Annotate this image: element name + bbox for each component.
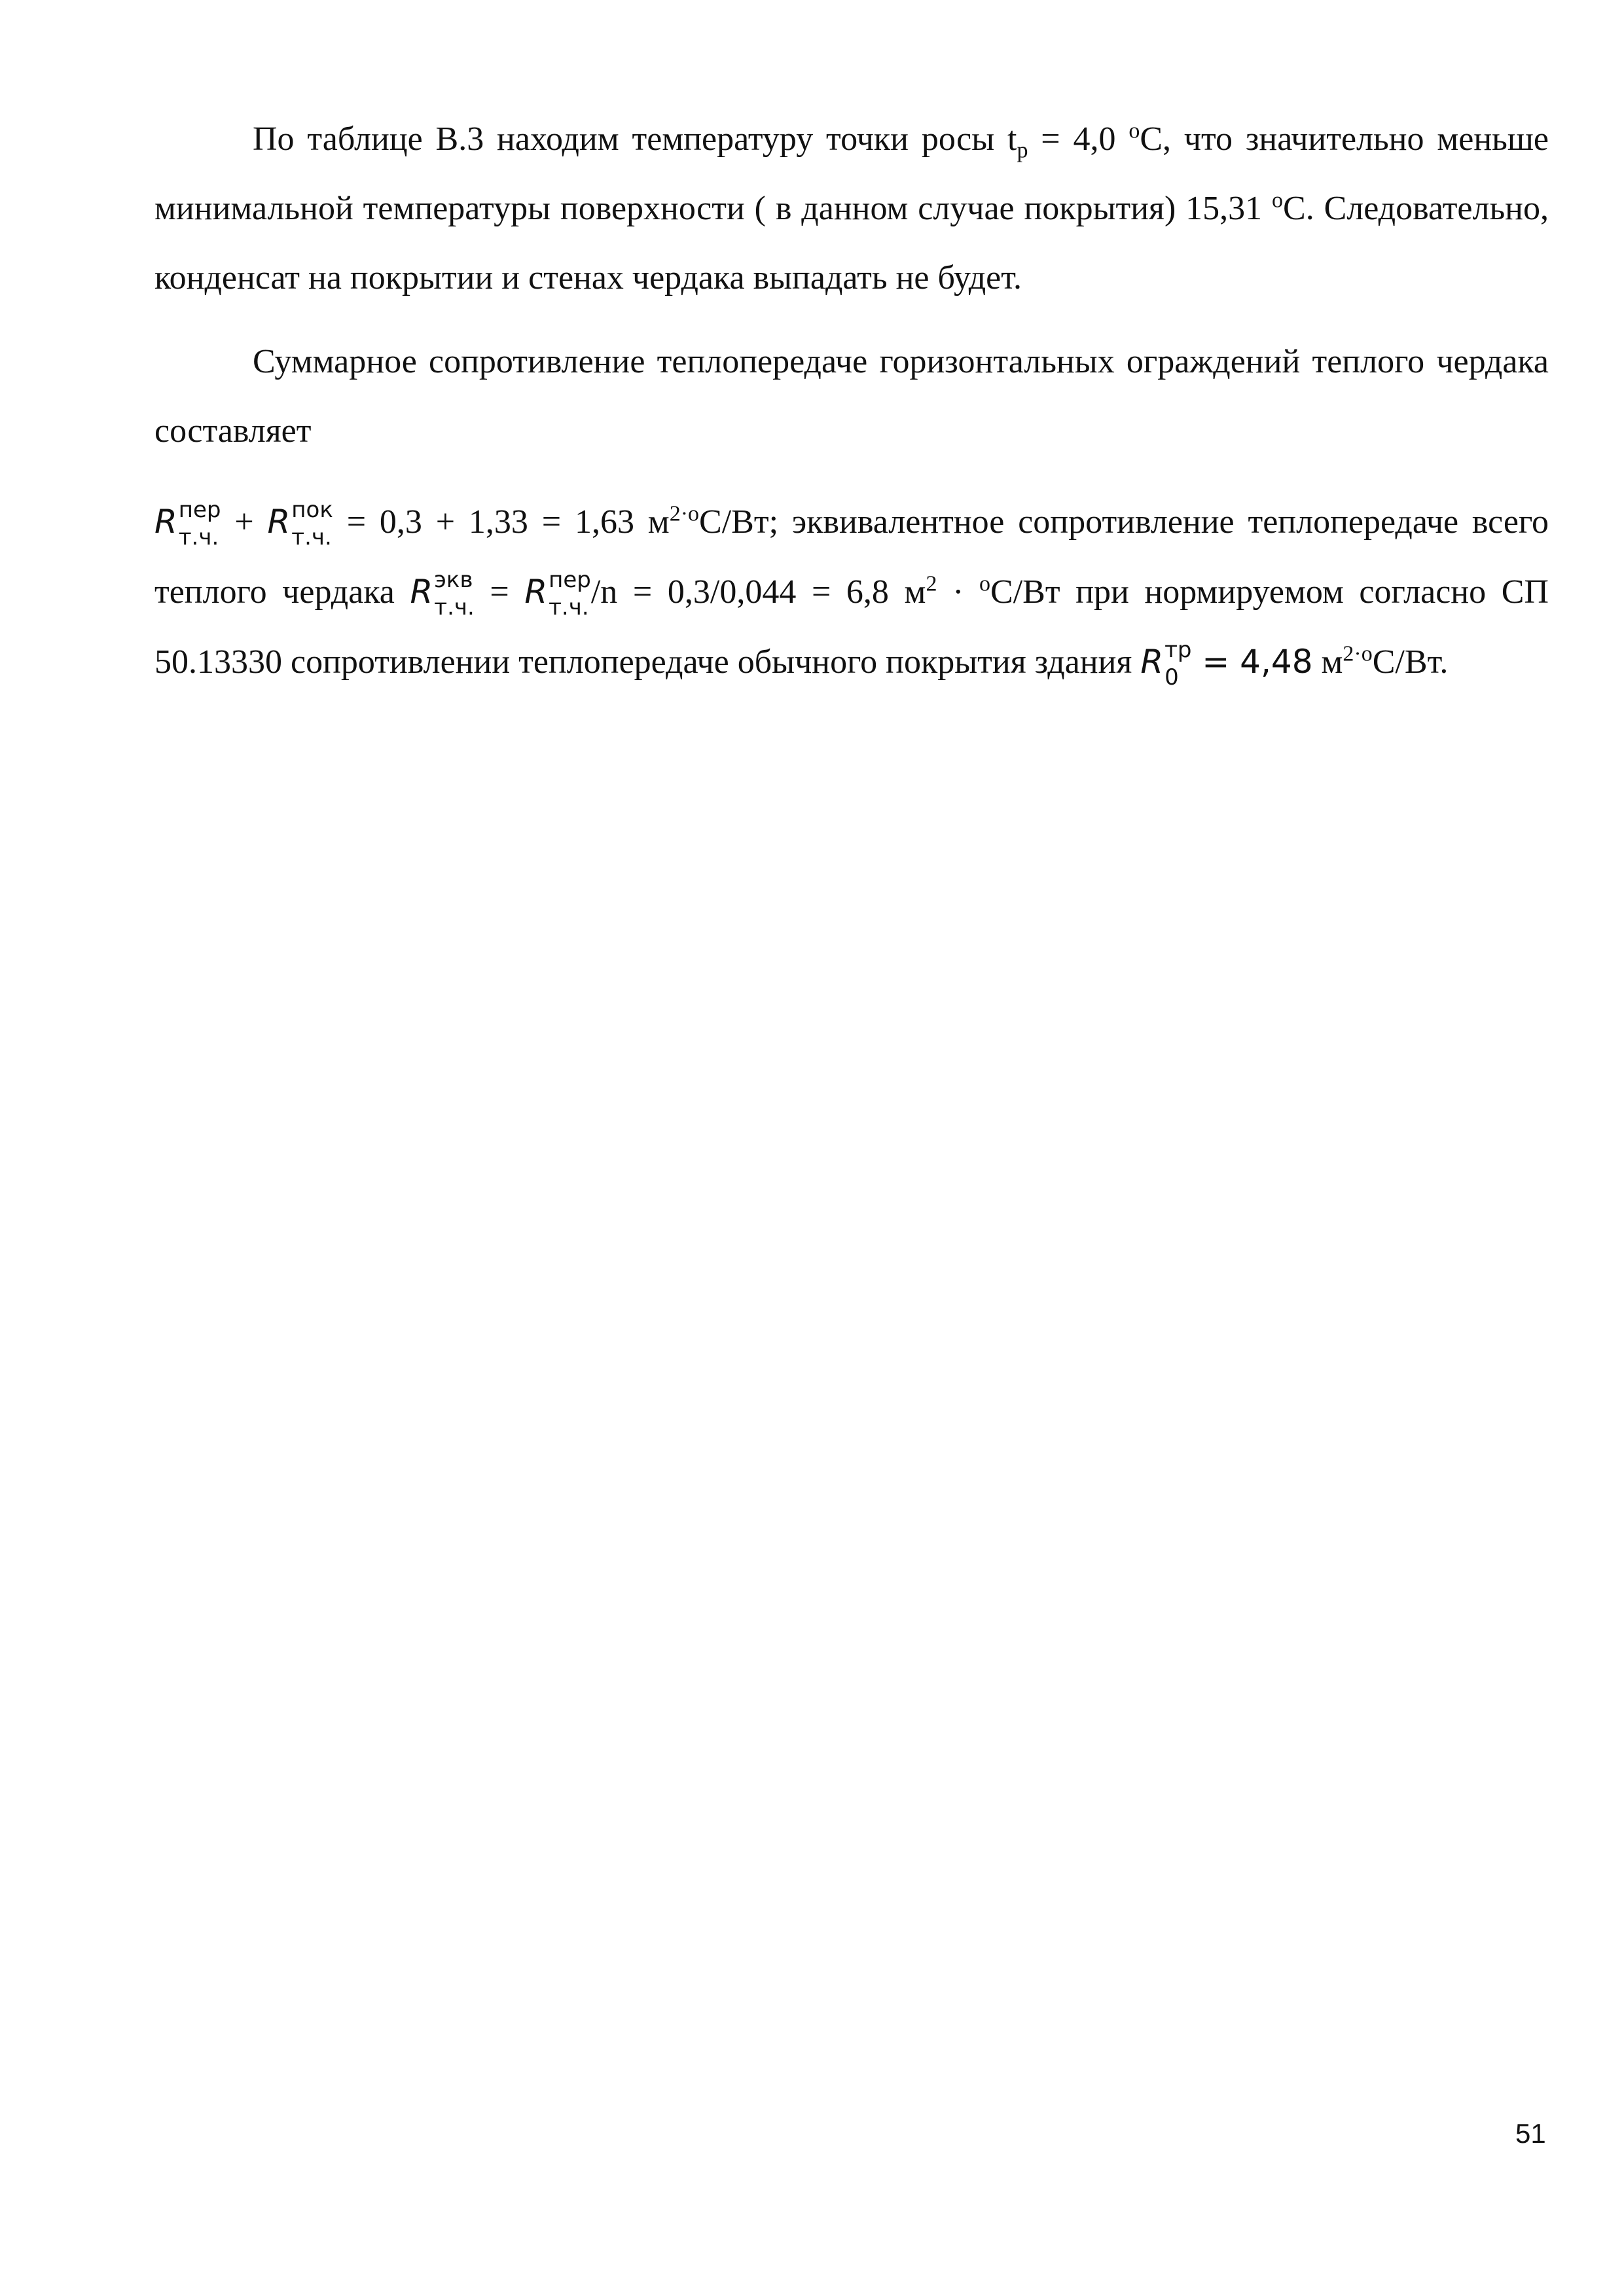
formula-r: R	[410, 573, 433, 611]
text: м	[1312, 643, 1343, 681]
text: С. Следовательно, конденсат на покрытии и стенах чердака выпадать не будет.	[154, 190, 1549, 296]
formula-r: R	[154, 503, 177, 541]
superscript: пер	[178, 497, 221, 524]
subscript: т.ч.	[291, 524, 332, 551]
text: = 4,0	[1028, 120, 1129, 158]
paragraph-formula	[154, 487, 1549, 697]
degree-sign: o	[979, 571, 991, 596]
superscript: ·o	[680, 501, 700, 526]
subscript: р	[1017, 138, 1028, 163]
sup-sub	[434, 567, 475, 621]
superscript: пок	[291, 497, 333, 524]
superscript: тр	[1164, 637, 1192, 664]
superscript: пер	[549, 567, 591, 594]
degree-sign: o	[1272, 188, 1284, 213]
subscript: т.ч.	[549, 594, 589, 621]
formula-value: = 4,48	[1191, 643, 1313, 681]
text: С/Вт; эквивалентное сопротивление теплопередаче всего теплого чердака	[154, 503, 1549, 611]
superscript: экв	[434, 567, 473, 594]
text: С, что значительно меньше минимальной температуры поверхности ( в данном случае покрытия) 15,31	[154, 120, 1549, 227]
superscript: ·o	[1354, 641, 1373, 666]
subscript: 0	[1164, 664, 1179, 691]
sup-sub	[291, 497, 333, 551]
text: С/Вт.	[1372, 643, 1449, 681]
paragraph-total-resistance	[154, 327, 1549, 466]
text: =	[474, 573, 525, 611]
text: +	[221, 503, 268, 541]
paragraph-dew-point	[154, 105, 1549, 313]
superscript: 2	[926, 571, 937, 596]
formula-r: R	[524, 573, 548, 611]
page-number: 51	[1515, 2118, 1546, 2149]
formula-r: R	[1140, 643, 1164, 681]
formula-r: R	[267, 503, 291, 541]
text: По таблице В.3 находим температуру точки росы t	[253, 120, 1017, 158]
sup-sub	[549, 567, 591, 621]
text: /n = 0,3/0,044 = 6,8 м	[590, 573, 926, 611]
superscript: 2	[669, 501, 681, 526]
text: С/Вт при нормируемом согласно СП 50.13330 сопротивлении теплопередаче обычного покрытия здания	[154, 573, 1549, 681]
sup-sub	[1164, 637, 1192, 691]
text: ·	[937, 573, 980, 611]
sup-sub	[178, 497, 221, 551]
text: = 0,3 + 1,33 = 1,63 м	[333, 503, 670, 541]
degree-sign: o	[1128, 118, 1140, 143]
superscript: 2	[1343, 641, 1354, 666]
text: Суммарное сопротивление теплопередаче горизонтальных ограждений теплого чердака составляет	[154, 343, 1549, 450]
subscript: т.ч.	[434, 594, 475, 621]
subscript: т.ч.	[178, 524, 219, 551]
